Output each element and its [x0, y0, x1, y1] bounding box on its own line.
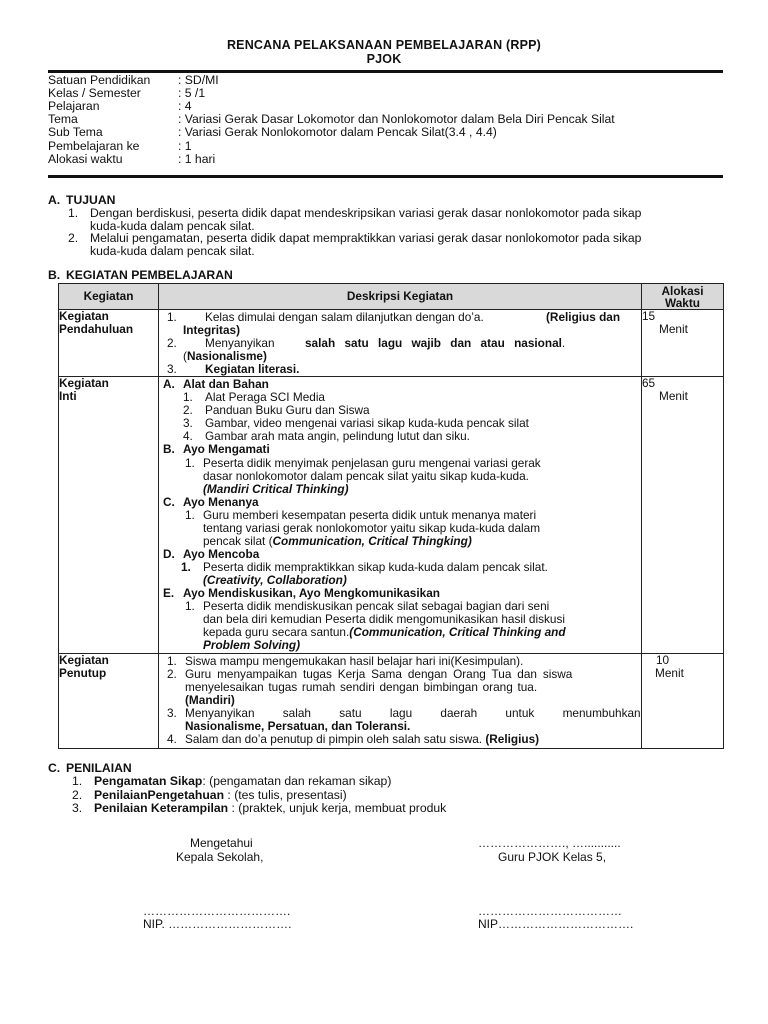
table-row-inti	[59, 377, 724, 654]
section-heading-penilaian: C. PENILAIAN	[48, 761, 132, 775]
cell-alokasi: 65 Menit	[642, 377, 724, 654]
section-heading-tujuan: A. TUJUAN	[48, 193, 116, 207]
column-header-kegiatan: Kegiatan	[59, 284, 159, 310]
list-item: 3. Penilaian Keterampilan : (praktek, unjuk kerja, membuat produk	[72, 801, 447, 815]
section-heading-kegiatan: B. KEGIATAN PEMBELAJARAN	[48, 268, 233, 282]
kegiatan-table	[58, 283, 724, 749]
cell-deskripsi-penutup: 1. Siswa mampu mengemukakan hasil belajar hari ini(Kesimpulan). 2. Guru menyampaikan tugas Kerja Sama dengan Orang Tua dan siswa menyelesaikan tugas rumah sendiri dengan bimbingan orang tua. (Mandiri) 3. Menyanyikan salah satu lagu daerah untuk menumbuhkan Nasionalisme, Persatuan, dan Toleransi. 4. Salam dan do’a penutup di pimpin oleh salah satu siswa. (Religius)	[159, 654, 642, 749]
cell-alokasi: 10 Menit	[642, 654, 724, 749]
table-header-row	[59, 284, 724, 310]
signature-right-place-date: …………………., …...........	[478, 836, 621, 850]
signature-left-name-line: ……………………………….	[143, 904, 291, 918]
list-item: 2. Melalui pengamatan, peserta didik dapat mempraktikkan variasi gerak dasar nonlokomotor pada sikap kuda-kuda dalam pencak silat.	[68, 231, 642, 258]
cell-kegiatan-name: Kegiatan Pendahuluan	[59, 310, 159, 377]
cell-kegiatan-name: Kegiatan Inti	[59, 377, 159, 654]
signature-left-role: Kepala Sekolah,	[176, 850, 264, 864]
document-title: RENCANA PELAKSANAAN PEMBELAJARAN (RPP)	[226, 38, 542, 52]
column-header-deskripsi: Deskripsi Kegiatan	[159, 284, 642, 310]
list-item: 1. Pengamatan Sikap: (pengamatan dan rekaman sikap)	[72, 774, 392, 788]
cell-deskripsi-inti: A. Alat dan Bahan 1. Alat Peraga SCI Media 2. Panduan Buku Guru dan Siswa 3. Gambar, video mengenai variasi sikap kuda-kuda pencak silat 4. Gambar arah mata angin, pelindung lutut dan siku. B. Ayo Mengamati 1. Peserta didik menyimak penjelasan guru mengenai variasi gerak dasar nonlokomotor dalam pencak silat yaitu sikap kuda-kuda. (Mandiri Critical Thinking) C. Ayo Menanya 1. Guru memberi kesempatan peserta didik untuk menanya materi tentang variasi gerak nonlokomotor yaitu sikap kuda-kuda dalam pencak silat (Communication, Critical Thingking) D. Ayo Mencoba 1. Peserta didik mempraktikkan sikap kuda-kuda dalam pencak silat. (Creativity, Collaboration) E. Ayo Mendiskusikan, Ayo Mengkomunikasikan 1. Peserta didik mendiskusikan pencak silat sebagai bagian dari seni dan bela diri kemudian Peserta didik mengomunikasikan hasil diskusi kepada guru secara santun.(Communication, Critical Thinking and Problem Solving)	[159, 377, 642, 654]
table-row-pendahuluan	[59, 310, 724, 377]
signature-left-heading: Mengetahui	[190, 836, 253, 850]
document-subtitle: PJOK	[366, 52, 402, 66]
table-row-penutup	[59, 654, 724, 749]
info-bottom-rule	[48, 175, 723, 178]
cell-deskripsi-pendahuluan: 1. Kelas dimulai dengan salam dilanjutkan dengan do’a. (Religius dan Integritas) 2. Menyanyikan salah satu lagu wajib dan atau nasional. (Nasionalisme) 3. Kegiatan literasi.	[159, 310, 642, 377]
signature-right-nip: NIP…………………………….	[478, 917, 634, 931]
cell-alokasi: 15 Menit	[642, 310, 724, 377]
column-header-alokasi: Alokasi Waktu	[642, 284, 724, 310]
list-item: 2. PenilaianPengetahuan : (tes tulis, presentasi)	[72, 788, 347, 802]
cell-kegiatan-name: Kegiatan Penutup	[59, 654, 159, 749]
signature-right-name-line: ………………………………	[478, 904, 622, 918]
signature-right-role: Guru PJOK Kelas 5,	[498, 850, 607, 864]
list-item: 1. Dengan berdiskusi, peserta didik dapat mendeskripsikan variasi gerak dasar nonlokomotor pada sikap kuda-kuda dalam pencak silat.	[68, 206, 642, 233]
signature-left-nip: NIP. ………………………….	[143, 917, 292, 931]
